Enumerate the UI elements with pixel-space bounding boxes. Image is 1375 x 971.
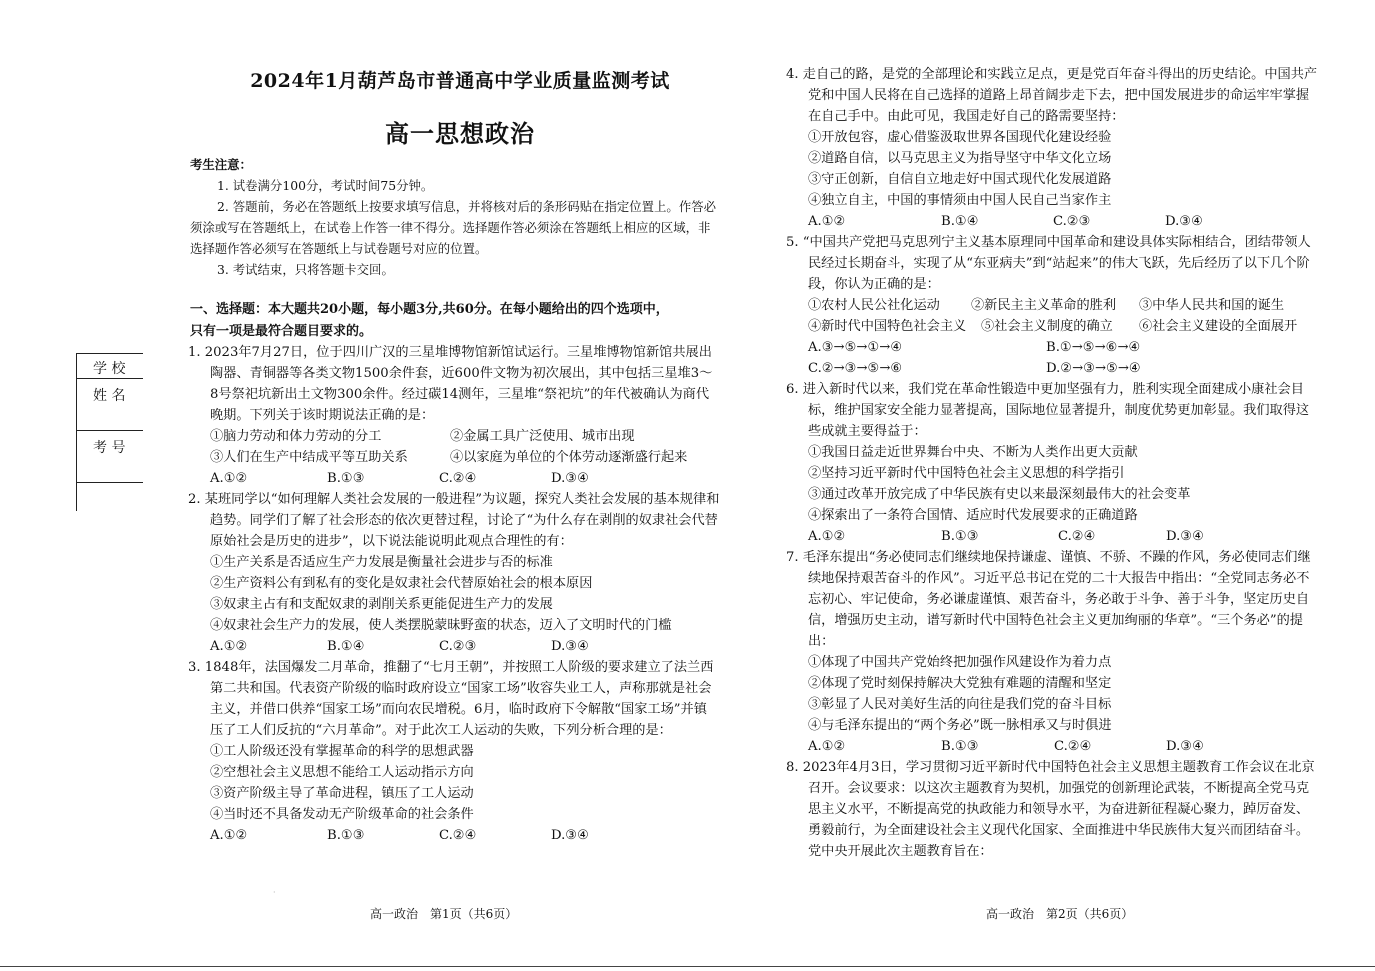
option-statement: ④新时代中国特色社会主义: [808, 319, 967, 334]
binding-info-box: [76, 353, 143, 511]
question-stem: 6. 进入新时代以来，我们党在革命性锻造中更加坚强有力，胜利实现全面建成小康社会目标，维护国家安全能力显著提高，国际地位显著提升，制度优势更加彰显。我们取得这些成就主要得益于：: [786, 382, 1310, 439]
option-statement: ①开放包容，虚心借鉴汲取世界各国现代化建设经验: [808, 130, 1112, 145]
option-statement: ①体现了中国共产党始终把加强作风建设作为着力点: [808, 655, 1112, 670]
option-statement: ③守正创新，自信自立地走好中国式现代化发展道路: [808, 172, 1112, 187]
option-statement: ①农村人民公社化运动: [808, 298, 940, 313]
choice-d: D.③④: [551, 828, 589, 843]
question-stem: 5. “中国共产党把马克思列宁主义基本原理同中国革命和建设具体实际相结合，团结带领人民经过长期奋斗，实现了从“东亚病夫”到“站起来”的伟大飞跃，先后经历了以下几个阶段，你认为正确的是：: [786, 235, 1311, 292]
option-statement: ②生产资料公有到私有的变化是奴隶社会代替原始社会的根本原因: [210, 576, 593, 591]
choice-a: A.①②: [808, 214, 846, 229]
choice-d: D.③④: [1166, 529, 1204, 544]
question-stem: 7. 毛泽东提出“务必使同志们继续地保持谦虚、谨慎、不骄、不躁的作风，务必使同志们继续地保持艰苦奋斗的作风”。习近平总书记在党的二十大报告中指出：“全党同志务必不忘初心、牢记使命，务必谦虚谨慎、艰苦奋斗，务必敢于斗争、善于斗争，坚定历史自信，增强历史主动，谱写新时代中国特色社会主义更加绚丽的华章”。“三个务必”的提出：: [786, 550, 1311, 649]
page-footer-left: 高一政治 第1页（共6页）: [370, 907, 518, 921]
question-1: [188, 342, 720, 489]
option-statement: ①工人阶级还没有掌握革命的科学的思想武器: [210, 744, 474, 759]
choice-d: D.②→③→⑤→④: [1046, 361, 1141, 376]
choice-a: A.①②: [210, 471, 248, 486]
option-statement: ⑥社会主义建设的全面展开: [1139, 319, 1298, 334]
option-statement: ①生产关系是否适应生产力发展是衡量社会进步与否的标准: [210, 555, 553, 570]
choice-c: C.②④: [1058, 529, 1096, 544]
notice-item: 2. 答题前，务必在答题纸上按要求填写信息，并将核对后的条形码贴在指定位置上。作答必须涂或写在答题纸上，在试卷上作答一律不得分。选择题作答必须涂在答题纸上相应的区域，非选择题作答必须写在答题纸上与试卷题号对应的位置。: [190, 199, 716, 256]
question-8: [786, 757, 1320, 862]
question-5: [786, 232, 1320, 379]
option-statement: ④独立自主，中国的事情须由中国人民自己当家作主: [808, 193, 1112, 208]
question-stem: 2. 某班同学以“如何理解人类社会发展的一般进程”为议题，探究人类社会发展的基本规律和趋势。同学们了解了社会形态的依次更替过程，讨论了“为什么存在剥削的奴隶社会代替原始社会是历史的进步”，以下说法能说明此观点合理性的有：: [188, 492, 720, 549]
choice-b: B.①→⑤→⑥→④: [1046, 340, 1141, 355]
exam-title: 2024年1月葫芦岛市普通高中学业质量监测考试: [250, 70, 670, 92]
bottom-border: [0, 966, 1375, 967]
section-line: 只有一项是最符合题目要求的。: [190, 324, 373, 339]
choice-b: B.①③: [327, 828, 365, 843]
question-7: [786, 547, 1320, 757]
question-list-right: [786, 64, 1320, 862]
notice-item: 1. 试卷满分100分，考试时间75分钟。: [217, 178, 434, 193]
question-6: [786, 379, 1320, 547]
option-statement: ②新民主主义革命的胜利: [971, 298, 1117, 313]
choice-b: B.①④: [327, 639, 365, 654]
choice-c: C.②→③→⑤→⑥: [808, 361, 903, 376]
option-statement: ④探索出了一条符合国情、适应时代发展要求的正确道路: [808, 508, 1138, 523]
page-dot: ·: [273, 888, 276, 897]
option-statement: ③彰显了人民对美好生活的向往是我们党的奋斗目标: [808, 697, 1112, 712]
option-statement: ③资产阶级主导了革命进程，镇压了工人运动: [210, 786, 474, 801]
choice-c: C.②④: [1054, 739, 1092, 754]
number-field-label: 考 号: [77, 431, 143, 483]
option-statement: ③中华人民共和国的诞生: [1139, 298, 1285, 313]
choice-c: C.②③: [1053, 214, 1091, 229]
choice-d: D.③④: [551, 639, 589, 654]
section-line: 一、选择题：本大题共20小题，每小题3分,共60分。在每小题给出的四个选项中，: [190, 302, 669, 317]
candidate-notice: [190, 154, 720, 280]
page-footer-right: 高一政治 第2页（共6页）: [986, 907, 1134, 921]
question-stem: 4. 走自己的路，是党的全部理论和实践立足点，更是党百年奋斗得出的历史结论。中国共产党和中国人民将在自己选择的道路上昂首阔步走下去，把中国发展进步的命运牢牢掌握在自己手中。由此可见，我国走好自己的路需要坚持：: [786, 67, 1318, 124]
question-4: [786, 64, 1320, 232]
question-stem: 8. 2023年4月3日，学习贯彻习近平新时代中国特色社会主义思想主题教育工作会议在北京召开。会议要求：以这次主题教育为契机，加强党的创新理论武装，不断提高全党马克思主义水平，不断提高党的执政能力和领导水平，为奋进新征程凝心聚力，踔厉奋发、勇毅前行，为全面建设社会主义现代化国家、全面推进中华民族伟大复兴而团结奋斗。党中央开展此次主题教育旨在：: [786, 760, 1315, 859]
option-statement: ⑤社会主义制度的确立: [981, 319, 1113, 334]
choice-c: C.②③: [439, 639, 477, 654]
choice-d: D.③④: [1166, 739, 1204, 754]
question-3: [188, 657, 720, 846]
choice-c: C.②④: [439, 471, 477, 486]
option-statement: ①脑力劳动和体力劳动的分工: [210, 429, 382, 444]
option-statement: ②坚持习近平新时代中国特色社会主义思想的科学指引: [808, 466, 1125, 481]
choice-b: B.①③: [941, 739, 979, 754]
exam-subject: 高一思想政治: [385, 119, 535, 148]
choice-a: A.①②: [808, 739, 846, 754]
option-statement: ②空想社会主义思想不能给工人运动指示方向: [210, 765, 474, 780]
option-statement: ③通过改革开放完成了中华民族有史以来最深刻最伟大的社会变革: [808, 487, 1191, 502]
question-stem: 3. 1848年，法国爆发二月革命，推翻了“七月王朝”，并按照工人阶级的要求建立了法兰西第二共和国。代表资产阶级的临时政府设立“国家工场”收容失业工人，声称那就是社会主义，并借口供养“国家工场”而向农民增税。6月，临时政府下令解散“国家工场”并镇压了工人们反抗的“六月革命”。对于此次工人运动的失败，下列分析合理的是：: [188, 660, 714, 738]
notice-head: 考生注意：: [190, 157, 252, 172]
option-statement: ②体现了党时刻保持解决大党独有难题的清醒和坚定: [808, 676, 1112, 691]
option-statement: ③人们在生产中结成平等互助关系: [210, 450, 408, 465]
option-statement: ①我国日益走近世界舞台中央、不断为人类作出更大贡献: [808, 445, 1138, 460]
choice-d: D.③④: [1165, 214, 1203, 229]
option-statement: ②道路自信，以马克思主义为指导坚守中华文化立场: [808, 151, 1112, 166]
question-list-left: [188, 342, 720, 846]
choice-b: B.①③: [941, 529, 979, 544]
section-heading: [190, 299, 720, 343]
choice-b: B.①④: [941, 214, 979, 229]
choice-a: A.③→⑤→①→④: [808, 340, 903, 355]
choice-a: A.①②: [808, 529, 846, 544]
option-statement: ④与毛泽东提出的“两个务必”既一脉相承又与时俱进: [808, 718, 1112, 733]
question-stem: 1. 2023年7月27日，位于四川广汉的三星堆博物馆新馆试运行。三星堆博物馆新馆共展出陶器、青铜器等各类文物1500余件套，近600件文物为初次展出，其中包括三星堆3～8号祭祀坑新出土文物300余件。经过碳14测年，三星堆“祭祀坑”的年代被确认为商代晚期。下列关于该时期说法正确的是：: [188, 345, 713, 423]
option-statement: ②金属工具广泛使用、城市出现: [450, 429, 635, 444]
option-statement: ④以家庭为单位的个体劳动逐渐盛行起来: [450, 450, 688, 465]
question-2: [188, 489, 720, 657]
choice-b: B.①③: [327, 471, 365, 486]
name-field-label: 姓 名: [77, 379, 143, 431]
option-statement: ③奴隶主占有和支配奴隶的剥削关系更能促进生产力的发展: [210, 597, 553, 612]
option-statement: ④奴隶社会生产力的发展，使人类摆脱蒙昧野蛮的状态，迈入了文明时代的门槛: [210, 618, 672, 633]
option-statement: ④当时还不具备发动无产阶级革命的社会条件: [210, 807, 474, 822]
school-field-label: 学 校: [77, 353, 143, 379]
choice-c: C.②④: [439, 828, 477, 843]
choice-d: D.③④: [551, 471, 589, 486]
choice-a: A.①②: [210, 639, 248, 654]
notice-item: 3. 考试结束，只将答题卡交回。: [217, 262, 394, 277]
choice-a: A.①②: [210, 828, 248, 843]
